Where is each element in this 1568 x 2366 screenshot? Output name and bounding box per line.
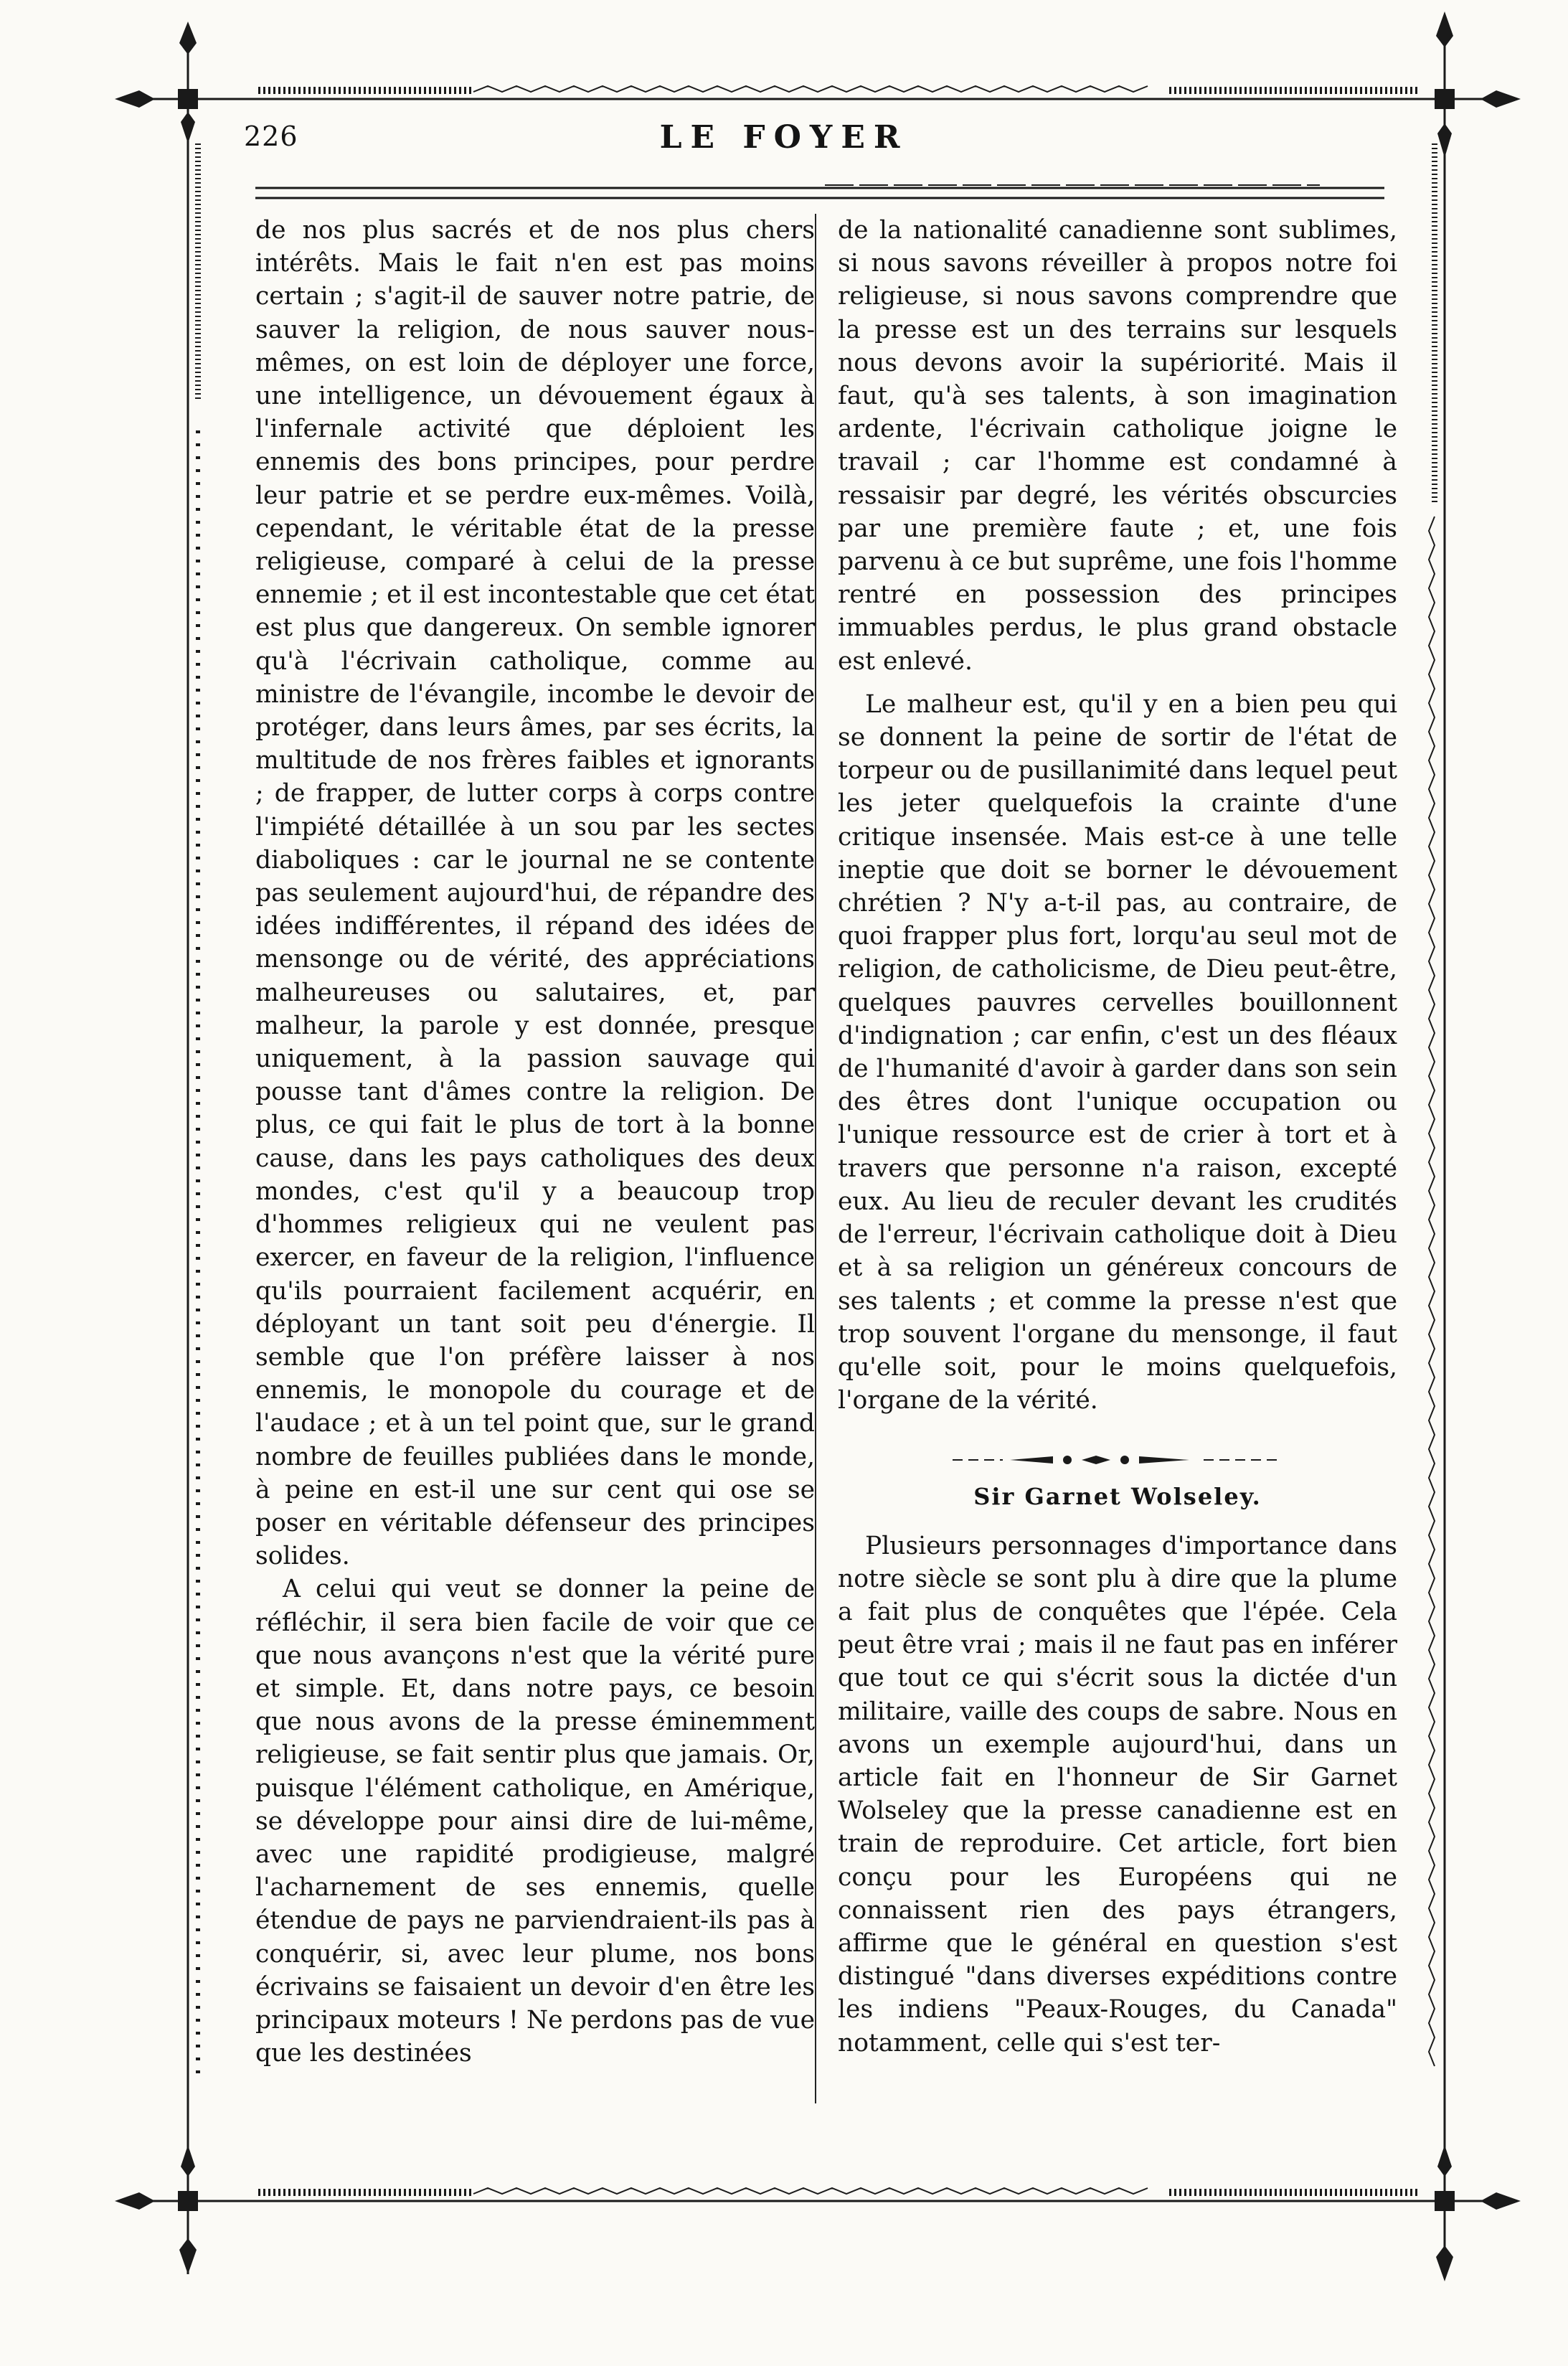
paragraph: Plusieurs personnages d'importance dans notre siècle se sont plu à dire que la plume a fait plus de conquêtes que l'épée. Cela peut être vrai ; mais il ne faut pas en inférer que tout ce qui s'écrit sous la dictée d'un militaire, vaille des coups de sabre. Nous en avons un exemple aujourd'hui, dans un article fait en l'honneur de Sir Garnet Wolseley que la presse canadienne est en train de reproduire. Cet article, fort bien conçu pour les Européens qui ne connaissent rien des pays étrangers, affirme que le général en question s'est distingué "dans diverses expéditions contre les indiens "Peaux-Rouges, du Canada" notamment, celle qui s'est ter-: [838, 1531, 1397, 2058]
paragraph: de nos plus sacrés et de nos plus chers intérêts. Mais le fait n'en est pas moins certain ; s'agit-il de sauver notre patrie, de sauver la religion, de nous sauver nous-mêmes, on est loin de déployer une force, une intelligence, un dévouement égaux à l'infernale activité que déploient les ennemis des bons principes, pour perdre leur patrie et se perdre eux-mêmes. Voilà, cependant, le véritable état de la presse religieuse, comparé à celui de la presse ennemie ; et il est incontestable que cet état est plus que dangereux. On semble ignorer qu'à l'écrivain catholique, comme au ministre de l'évangile, incombe le devoir de protéger, dans leurs âmes, par ses écrits, la multitude de nos frères faibles et ignorants ; de frapper, de lutter corps à corps contre l'impiété détaillée à un sou par les sectes diaboliques : car le journal ne se contente pas seulement aujourd'hui, de répandre des idées indifférentes, il répand des idées de mensonge ou de vérité, des appréciations malheureuses ou salutaires, et, par malheur, la parole y est donnée, presque uniquement, à la passion sauvage qui pousse tant d'âmes contre la religion. De plus, ce qui fait le plus de tort à la bonne cause, dans les pays catholiques des deux mondes, c'est qu'il y a beaucoup trop d'hommes religieux qui ne veulent pas exercer, en faveur de la religion, l'influence qu'ils pourraient facilement acquérir, en déployant un tant soit peu d'énergie. Il semble que l'on préfère laisser à nos ennemis, le monopole du courage et de l'audace ; et à un tel point que, sur le grand nombre de feuilles publiées dans le monde, à peine en est-il une sur cent qui ose se poser en véritable défenseur des principes solides.: [255, 216, 815, 1571]
page-number: 226: [244, 121, 298, 152]
left-column: [255, 214, 815, 2070]
running-title: LE FOYER: [659, 119, 909, 156]
paragraph: A celui qui veut se donner la peine de réfléchir, il sera bien facile de voir que ce que nous avançons n'est que la vérité pure et simple. Et, dans notre pays, ce besoin que nous avons de la presse éminemment religieuse, se fait sentir plus que jamais. Or, puisque l'élément catholique, en Amérique, se développe pour ainsi dire de lui-même, avec une rapidité prodigieuse, malgré l'acharnement de ses ennemis, quelle étendue de pays ne parviendraient-ils pas à conquérir, si, avec leur plume, nos bons écrivains se faisaient un devoir d'en être les principaux moteurs ! Ne perdons pas de vue que les destinées: [255, 1575, 815, 2068]
right-ornament-rule: [1429, 43, 1445, 2274]
column-divider: [815, 214, 816, 2103]
header-double-rule: [255, 185, 1384, 198]
section-title: Sir Garnet Wolseley.: [973, 1483, 1262, 1511]
right-column: [838, 214, 1397, 2060]
bottom-ornament-rule: [129, 2188, 1492, 2201]
paragraph: de la nationalité canadienne sont sublimes, si nous savons réveiller à propos notre foi religieuse, si nous savons comprendre que la presse est un des terrains sur lesquels nous devons avoir la supériorité. Mais il faut, qu'à ses talents, à son imagination ardente, l'écrivain catholique joigne le travail ; car l'homme est condamné à ressaisir par degré, les vérités obscurcies par une première faute ; et, une fois parvenu à ce but suprême, une fois l'homme rentré en possession des principes immuables perdus, le plus grand obstacle est enlevé.: [838, 216, 1397, 676]
paragraph: Le malheur est, qu'il y en a bien peu qui se donnent la peine de sortir de l'état de torpeur ou de pusillanimité dans lequel peut les jeter quelquefois la crainte d'une critique insensée. Mais est-ce à une telle ineptie que doit se borner le dévouement chrétien ? N'y a-t-il pas, au contraire, de quoi frapper plus fort, lorqu'au seul mot de religion, de catholicisme, de Dieu peut-être, quelques pauvres cervelles bouillonnent d'indignation ; car enfin, c'est un des fléaux de l'humanité d'avoir à garder dans son sein des êtres dont l'unique occupation ou l'unique ressource est de crier à tort et à travers que personne n'a raison, excepté eux. Au lieu de reculer devant les crudités de l'erreur, l'écrivain catholique doit à Dieu et à sa religion un généreux concours de ses talents ; et comme la presse n'est que trop souvent l'organe du mensonge, il faut qu'elle soit, pour le moins quelquefois, l'organe de la vérité.: [838, 689, 1397, 1415]
section-divider-ornament: [953, 1454, 1283, 1466]
corner-fleuron-bottom-right: [1435, 2145, 1521, 2281]
corner-fleuron-bottom-left: [115, 2145, 198, 2274]
left-ornament-rule: [188, 43, 198, 2274]
top-ornament-rule: [129, 86, 1492, 99]
